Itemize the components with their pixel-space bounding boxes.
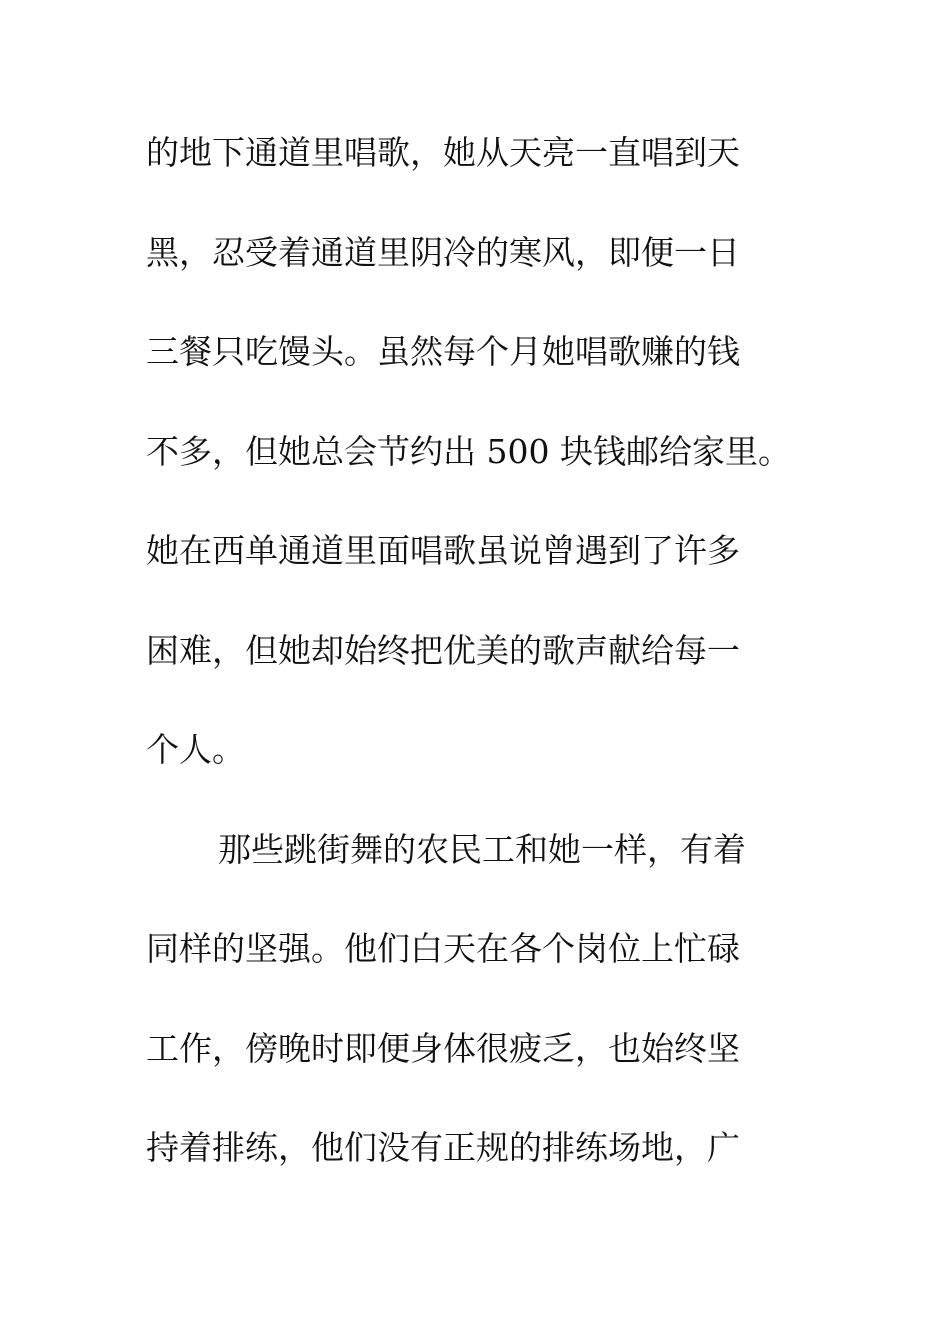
text-line: 她在西单通道里面唱歌虽说曾遇到了许多 [146, 531, 740, 570]
text-line: 黑，忍受着通道里阴冷的寒风，即便一日 [146, 232, 740, 272]
text-line: 个人。 [146, 730, 245, 769]
paragraph-start-line: 那些跳街舞的农民工和她一样，有着 [218, 829, 746, 869]
text-line: 同样的坚强。他们白天在各个岗位上忙碌 [146, 929, 740, 968]
text-line: 的地下通道里唱歌，她从天亮一直唱到天 [146, 133, 740, 172]
text-body [146, 125, 846, 1220]
text-line: 三餐只吃馒头。虽然每个月她唱歌赚的钱 [146, 332, 740, 371]
text-line: 工作，傍晚时即便身体很疲乏，也始终坚 [146, 1028, 740, 1068]
text-line: 困难，但她却始终把优美的歌声献给每一 [146, 630, 740, 670]
text-line: 不多，但她总会节约出 500 块钱邮给家里。 [146, 431, 791, 471]
text-line: 持着排练，他们没有正规的排练场地，广 [146, 1128, 740, 1167]
